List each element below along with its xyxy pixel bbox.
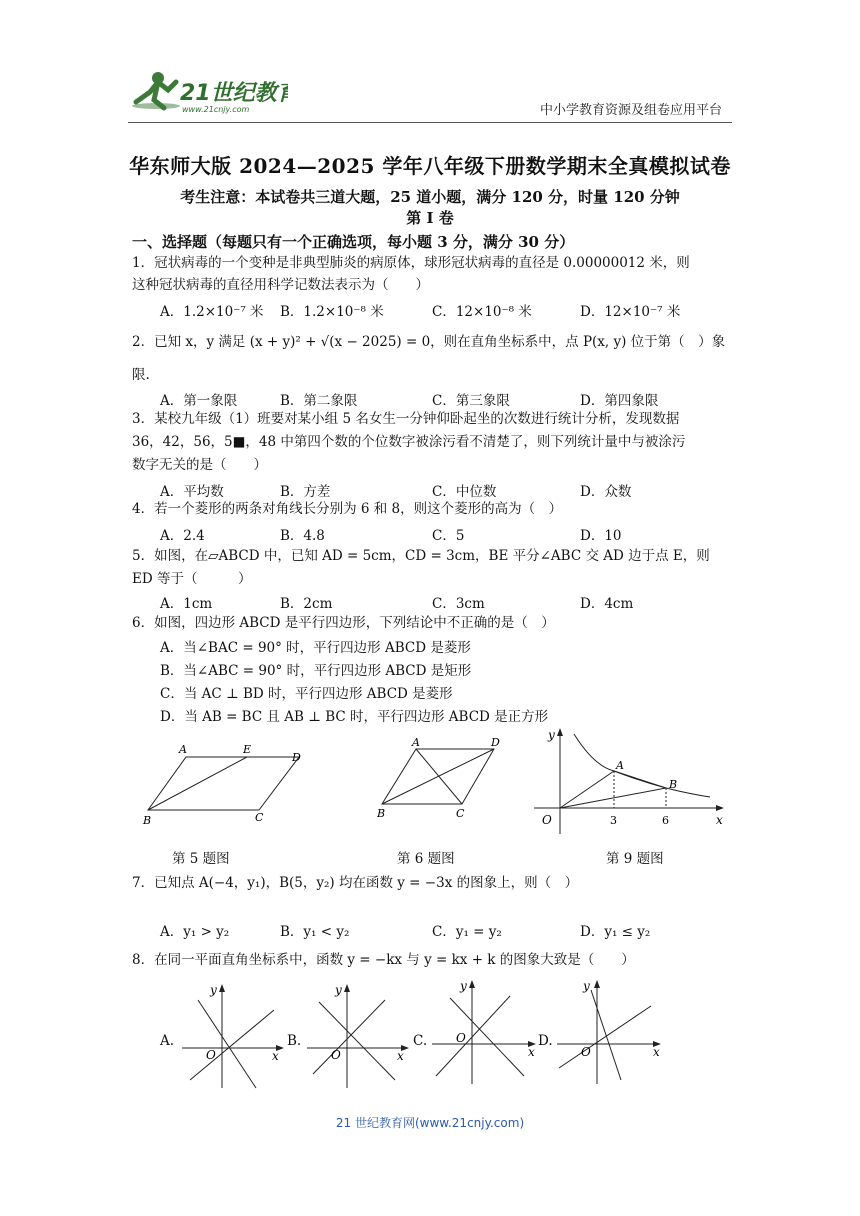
figure-6-caption: 第 6 题图 bbox=[397, 851, 455, 867]
q8d-label-y: y bbox=[583, 979, 590, 993]
q8-option-d-label: D. bbox=[538, 1033, 553, 1049]
q8d-label-o: O bbox=[581, 1045, 591, 1059]
fig5-label-d: D bbox=[292, 751, 301, 764]
fig9-label-3: 3 bbox=[610, 814, 617, 827]
fig5-label-a: A bbox=[179, 743, 187, 756]
q8d-label-x: x bbox=[653, 1045, 660, 1059]
q8a-label-y: y bbox=[210, 983, 217, 997]
q7-line1: 7．已知点 A(−4，y₁)，B(5，y₂) 均在函数 y = −3x 的图象上，则（ ） bbox=[132, 875, 579, 891]
q8-line1: 8．在同一平面直角坐标系中，函数 y = −kx 与 y = kx + k 的图象大致是（ ） bbox=[132, 952, 635, 968]
q3-option-b: B．方差 bbox=[280, 484, 331, 500]
q2-line1: 2．已知 x，y 满足 (x + y)² + √(x − 2025) = 0，则在直角坐标系中，点 P(x, y) 位于第（ ）象 bbox=[132, 334, 726, 350]
q4-option-b: B．4.8 bbox=[280, 528, 325, 544]
figure-9-graph bbox=[530, 726, 730, 836]
q7-option-b: B．y₁ < y₂ bbox=[280, 924, 350, 940]
fig5-label-e: E bbox=[243, 743, 252, 756]
q8b-label-o: O bbox=[331, 1048, 341, 1062]
q8-option-a-label: A. bbox=[160, 1033, 175, 1049]
q3-option-d: D．众数 bbox=[580, 484, 632, 500]
fig9-label-y: y bbox=[548, 728, 555, 742]
fig6-label-a: A bbox=[412, 736, 420, 749]
q8-graph-a bbox=[180, 980, 290, 1090]
q2-option-d: D．第四象限 bbox=[580, 393, 659, 409]
q3-line2: 36，42，56，5■，48 中第四个数的个位数字被涂污看不清楚了，则下列统计量中与被涂污 bbox=[132, 434, 686, 450]
q8b-label-x: x bbox=[397, 1049, 404, 1063]
q6-option-a: A．当∠BAC = 90° 时，平行四边形 ABCD 是菱形 bbox=[160, 640, 471, 656]
q5-option-a: A．1cm bbox=[160, 596, 213, 612]
q1-option-c: C．12×10⁻⁸ 米 bbox=[432, 304, 532, 320]
figure-6-parallelogram bbox=[372, 734, 512, 824]
q7-option-c: C．y₁ = y₂ bbox=[432, 924, 502, 940]
q8-graph-c bbox=[430, 976, 545, 1086]
header-divider bbox=[128, 122, 732, 123]
q2-option-b: B．第二象限 bbox=[280, 393, 358, 409]
q4-option-a: A．2.4 bbox=[160, 528, 205, 544]
q8a-label-o: O bbox=[206, 1048, 216, 1062]
exam-notice: 考生注意：本试卷共三道大题，25 道小题，满分 120 分，时量 120 分钟 bbox=[180, 188, 680, 206]
fig6-label-c: C bbox=[456, 807, 465, 820]
fig6-label-b: B bbox=[377, 807, 386, 820]
q5-line1: 5．如图，在▱ABCD 中，已知 AD = 5cm，CD = 3cm，BE 平分∠ABC 交 AD 边于点 E，则 bbox=[132, 548, 710, 564]
figure-5-parallelogram bbox=[136, 740, 316, 830]
fig9-label-b: B bbox=[669, 778, 678, 791]
q1-option-a: A．1.2×10⁻⁷ 米 bbox=[160, 304, 264, 320]
q5-option-d: D．4cm bbox=[580, 596, 634, 612]
fig9-label-a: A bbox=[616, 759, 624, 772]
q6-option-c: C．当 AC ⊥ BD 时，平行四边形 ABCD 是菱形 bbox=[160, 686, 453, 702]
q1-line2: 这种冠状病毒的直径用科学记数法表示为（ ） bbox=[132, 277, 429, 293]
q8b-label-y: y bbox=[335, 983, 342, 997]
q3-option-c: C．中位数 bbox=[432, 484, 497, 500]
section-heading: 一、选择题（每题只有一个正确选项，每小题 3 分，满分 30 分） bbox=[132, 233, 575, 251]
fig5-label-b: B bbox=[143, 814, 152, 827]
page-footer: 21 世纪教育网(www.21cnjy.com) bbox=[335, 1116, 525, 1130]
q1-option-b: B．1.2×10⁻⁸ 米 bbox=[280, 304, 384, 320]
q5-option-b: B．2cm bbox=[280, 596, 333, 612]
q8-option-b-label: B. bbox=[287, 1033, 302, 1049]
q8-graph-b bbox=[305, 980, 415, 1090]
q7-option-a: A．y₁ > y₂ bbox=[160, 924, 230, 940]
q1-line1: 1．冠状病毒的一个变种是非典型肺炎的病原体，球形冠状病毒的直径是 0.00000012 米，则 bbox=[132, 255, 690, 271]
logo-url: www.21cnjy.com bbox=[182, 105, 250, 114]
fig9-label-x: x bbox=[716, 813, 723, 827]
volume-heading: 第 I 卷 bbox=[406, 209, 454, 227]
q6-line1: 6．如图，四边形 ABCD 是平行四边形，下列结论中不正确的是（ ） bbox=[132, 615, 555, 631]
q2-line2: 限. bbox=[132, 367, 150, 383]
q8c-label-y: y bbox=[460, 979, 467, 993]
q5-option-c: C．3cm bbox=[432, 596, 485, 612]
q7-option-d: D．y₁ ≤ y₂ bbox=[580, 924, 651, 940]
q6-option-d: D．当 AB = BC 且 AB ⊥ BC 时，平行四边形 ABCD 是正方形 bbox=[160, 709, 549, 725]
fig6-label-d: D bbox=[491, 736, 500, 749]
q5-line2: ED 等于（ ） bbox=[132, 571, 252, 587]
logo-text: 21世纪教育 bbox=[180, 81, 288, 106]
q8c-label-o: O bbox=[456, 1031, 466, 1045]
q3-line1: 3．某校九年级（1）班要对某小组 5 名女生一分钟仰卧起坐的次数进行统计分析，发现数据 bbox=[132, 411, 680, 427]
q4-option-c: C．5 bbox=[432, 528, 465, 544]
q8-graph-d bbox=[555, 976, 670, 1086]
q1-option-d: D．12×10⁻⁷ 米 bbox=[580, 304, 681, 320]
fig9-label-6: 6 bbox=[662, 814, 669, 827]
q2-option-c: C．第三象限 bbox=[432, 393, 510, 409]
site-logo bbox=[128, 68, 288, 118]
q2-option-a: A．第一象限 bbox=[160, 393, 238, 409]
figure-9-caption: 第 9 题图 bbox=[606, 851, 664, 867]
fig5-label-c: C bbox=[255, 811, 264, 824]
q3-option-a: A．平均数 bbox=[160, 484, 224, 500]
q4-line1: 4．若一个菱形的两条对角线长分别为 6 和 8，则这个菱形的高为（ ） bbox=[132, 501, 563, 517]
q6-option-b: B．当∠ABC = 90° 时，平行四边形 ABCD 是矩形 bbox=[160, 663, 472, 679]
q8c-label-x: x bbox=[528, 1045, 535, 1059]
q8-option-c-label: C. bbox=[413, 1033, 428, 1049]
q3-line3: 数字无关的是（ ） bbox=[132, 457, 267, 473]
q8a-label-x: x bbox=[272, 1049, 279, 1063]
header-right-text: 中小学教育资源及组卷应用平台 bbox=[540, 103, 723, 118]
fig9-label-o: O bbox=[542, 813, 552, 827]
q4-option-d: D．10 bbox=[580, 528, 622, 544]
figure-5-caption: 第 5 题图 bbox=[172, 851, 230, 867]
page-title: 华东师大版 2024—2025 学年八年级下册数学期末全真模拟试卷 bbox=[129, 154, 731, 178]
